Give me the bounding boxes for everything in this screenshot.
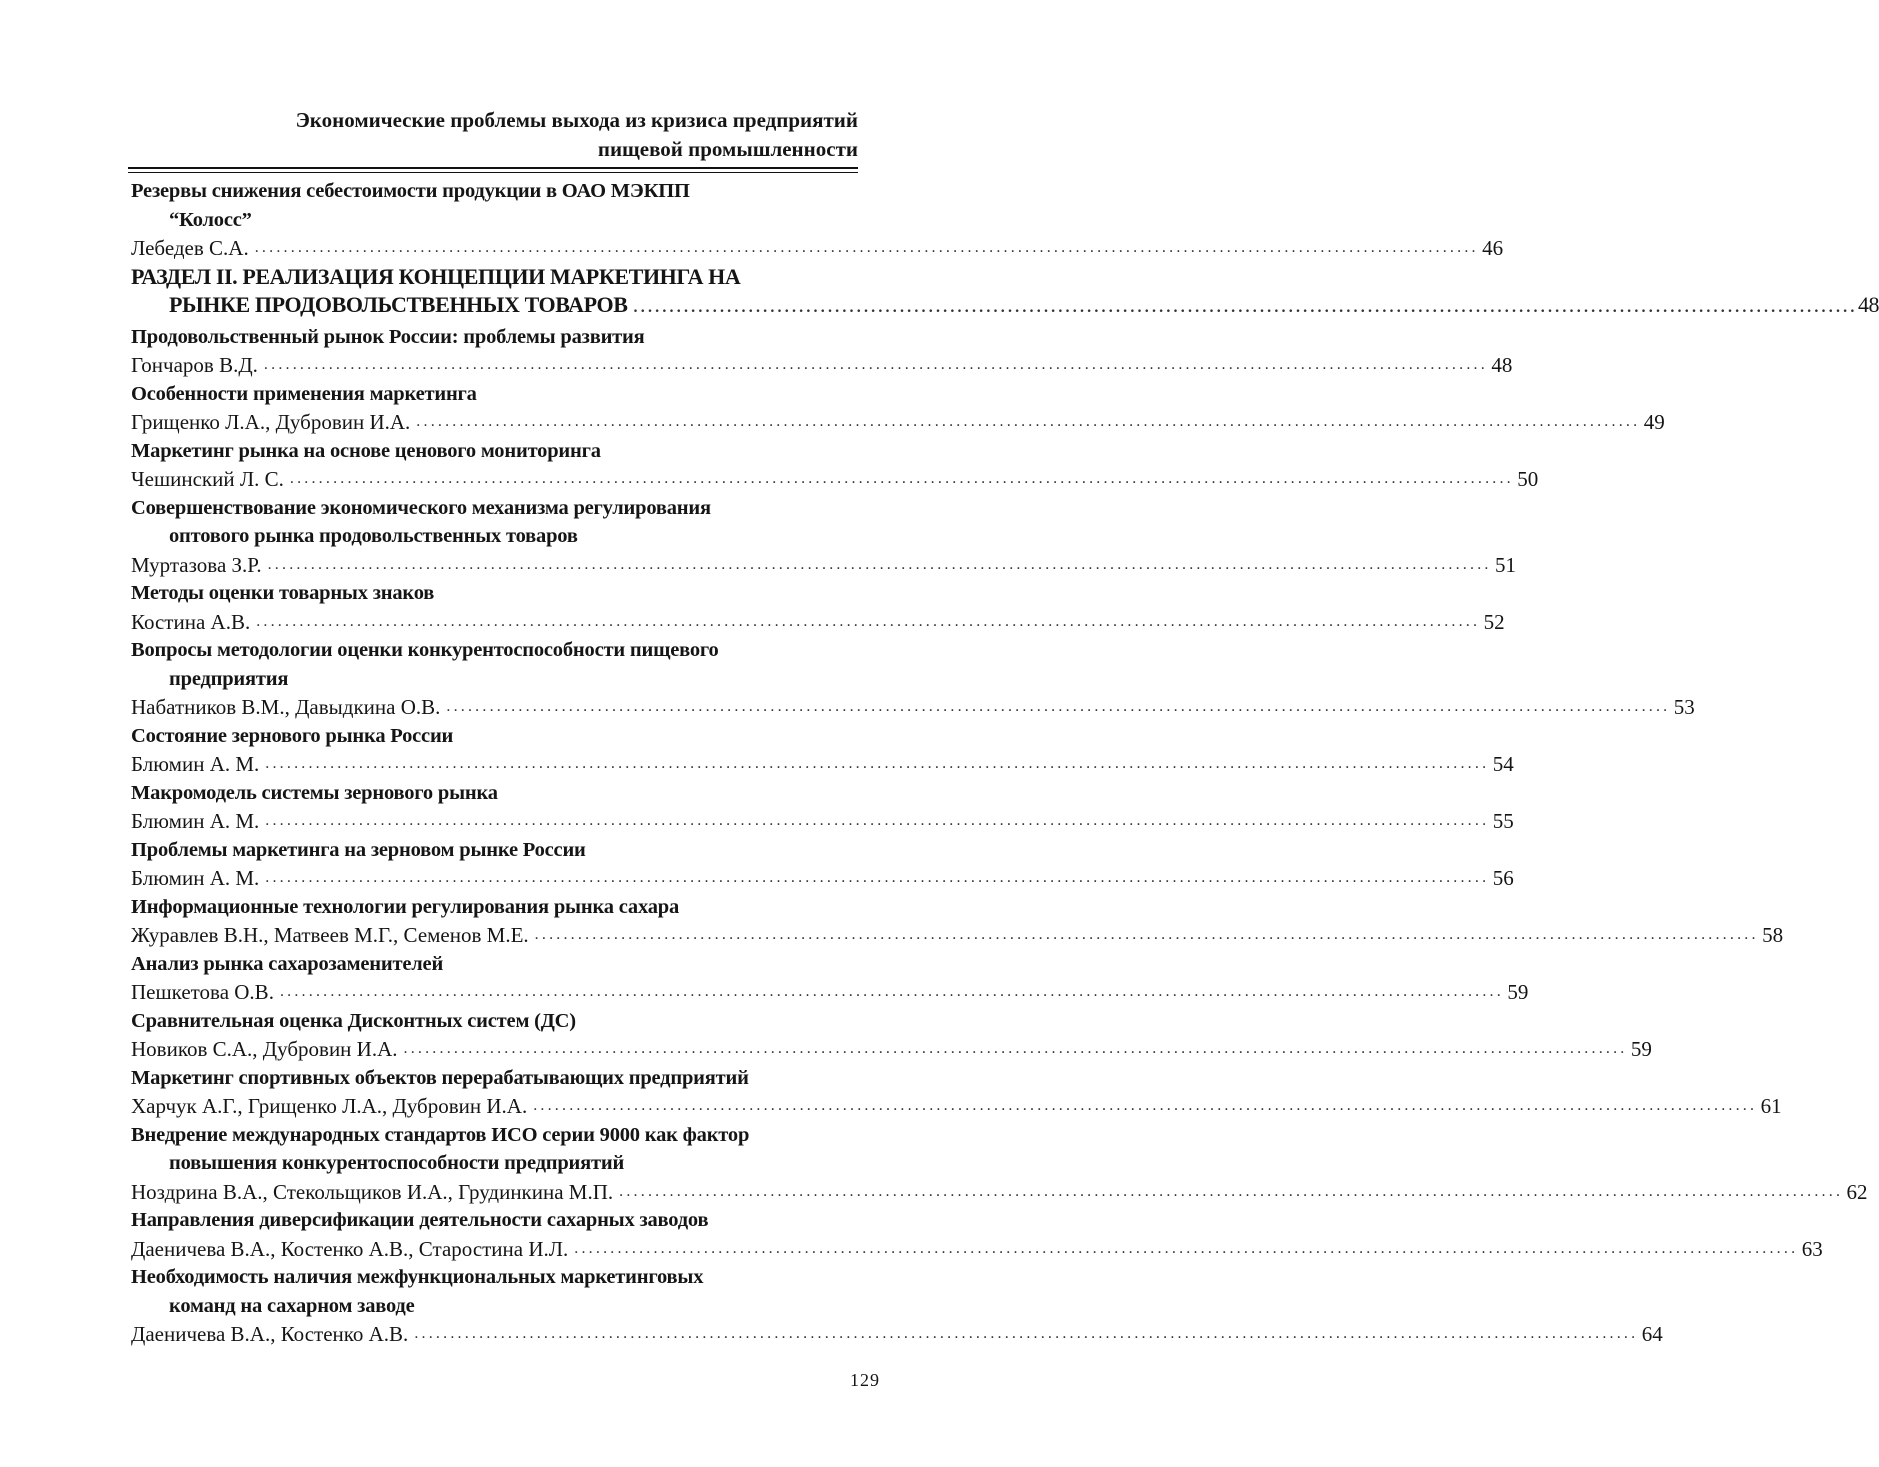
dot-leader [619,1178,1839,1207]
title-line: предприятия [169,667,289,690]
toc-entry-author: Блюмин А. М. [131,866,260,890]
header-rule [128,167,858,173]
toc-entry-author: Даеничева В.А., Костенко А.В., Старостина И.Л. [131,1236,569,1261]
page-ref: 63 [1801,1236,1823,1261]
toc-entry-title [131,380,859,409]
page-ref: 59 [1507,980,1529,1004]
toc-entry-row [131,1178,1868,1207]
dot-leader [533,1092,1753,1121]
title-line: команд на сахарном заводе [169,1294,415,1317]
dot-leader [574,1235,1794,1264]
toc-entry-title [131,494,859,551]
toc-entry-title [131,323,859,352]
toc-entry-title [131,177,859,234]
toc-entry-row [131,1235,1823,1264]
toc-entry-author: Журавлев В.Н., Матвеев М.Г., Семенов М.Е. [131,923,529,947]
dot-leader [268,551,1488,580]
dot-leader [265,750,1485,779]
toc-entry-author: Блюмин А. М. [131,752,260,776]
title-line: Информационные технологии регулирования рынка сахара [131,895,680,918]
toc-entry-row [131,408,1665,437]
title-line: Направления диверсификации деятельности сахарных заводов [131,1209,709,1231]
toc-entry-title [131,779,859,808]
toc-entry-author: Даеничева В.А., Костенко А.В. [131,1322,409,1346]
dot-leader [280,978,1500,1007]
toc-entry-title [131,437,859,466]
toc-entry-row [131,693,1695,722]
title-line: оптового рынка продовольственных товаров [169,525,578,547]
dot-leader [290,465,1510,494]
toc-entry-title [131,722,859,751]
dot-leader [535,921,1755,950]
toc-entry-title [131,893,859,922]
title-line: Маркетинг рынка на основе ценового мониторинга [131,439,601,462]
dot-leader [416,408,1636,437]
page-ref: 48 [1491,353,1513,377]
toc-entry-author: Лебедев С.А. [131,236,249,260]
toc-entry-title [131,1007,859,1036]
toc-entry-author: Чешинский Л. С. [131,467,284,491]
toc-entry-row [131,864,1514,893]
section-heading-row [131,291,1879,323]
toc-entry-author: Набатников В.М., Давыдкина О.В. [131,695,441,719]
toc-entry-author: Харчук А.Г., Грищенко Л.А., Дубровин И.А. [131,1094,528,1118]
page-ref: 50 [1517,467,1539,491]
toc-entry-row [131,921,1784,950]
toc-entry-author: Грищенко Л.А., Дубровин И.А. [131,410,411,434]
toc-entry-title [131,1263,859,1320]
toc-entry-row [131,1035,1652,1064]
toc-entry-row [131,807,1514,836]
table-of-contents [131,177,1879,1349]
page-ref: 52 [1483,609,1505,634]
toc-entry-author: Муртазова З.Р. [131,552,262,577]
dot-leader [404,1035,1624,1064]
page-ref: 51 [1495,552,1516,577]
toc-entry-title [131,836,859,865]
toc-entry-row [131,978,1529,1007]
page-ref: 49 [1643,410,1665,434]
page-ref: 46 [1482,236,1504,260]
title-line: РЫНКЕ ПРОДОВОЛЬСТВЕННЫХ ТОВАРОВ [169,292,628,317]
title-line: “Колосс” [169,208,252,231]
title-line: Необходимость наличия межфункциональных маркетинговых [131,1266,704,1288]
toc-entry-row [131,234,1504,263]
toc-entry-row [131,750,1514,779]
toc-entry-row [131,1320,1663,1349]
title-line: Проблемы маркетинга на зерновом рынке России [131,838,586,861]
page-ref: 56 [1492,866,1514,890]
toc-entry-title [131,950,859,979]
running-header [128,106,858,164]
page-ref: 55 [1492,809,1514,833]
dot-leader [446,693,1666,722]
dot-leader [264,351,1484,380]
toc-entry-row [131,608,1505,637]
dot-leader [414,1320,1634,1349]
page-ref: 62 [1846,1179,1868,1204]
dot-leader [265,864,1485,893]
dot-leader [255,234,1475,263]
page-number: 129 [850,1370,880,1390]
toc-entry-row [131,1092,1782,1121]
title-line: Макромодель системы зернового рынка [131,781,498,804]
toc-entry-author: Ноздрина В.А., Стекольщиков И.А., Грудинкина М.П. [131,1179,614,1204]
toc-entry-author: Гончаров В.Д. [131,353,258,377]
toc-entry-author: Новиков С.А., Дубровин И.А. [131,1037,398,1061]
title-line: Резервы снижения себестоимости продукции в ОАО МЭКПП [131,180,690,202]
toc-entry-row [131,551,1516,580]
page-ref: 59 [1630,1037,1652,1061]
toc-entry-author: Пешкетова О.В. [131,980,274,1004]
toc-entry-title [131,1206,859,1235]
title-line: повышения конкурентоспособности предприятий [169,1152,625,1174]
dot-leader [265,807,1485,836]
dot-leader [256,608,1476,637]
toc-entry-row [131,465,1539,494]
page-ref: 54 [1492,752,1514,776]
toc-entry-title [131,579,859,608]
title-line: Маркетинг спортивных объектов перерабатывающих предприятий [131,1066,749,1089]
title-line: Особенности применения маркетинга [131,382,477,405]
title-line: Сравнительная оценка Дисконтных систем (ДС) [131,1009,576,1032]
toc-entry-row [131,351,1513,380]
title-line: Анализ рынка сахарозаменителей [131,952,444,975]
toc-entry-title [131,1121,859,1178]
page-ref: 58 [1762,923,1784,947]
toc-entry-author: Костина А.В. [131,609,251,634]
title-line: РАЗДЕЛ II. РЕАЛИЗАЦИЯ КОНЦЕПЦИИ МАРКЕТИНГА НА [131,263,741,289]
page-ref: 61 [1760,1094,1782,1118]
toc-entry-title [131,636,859,693]
toc-entry-author: Блюмин А. М. [131,809,260,833]
title-line: Внедрение международных стандартов ИСО серии 9000 как фактор [131,1123,750,1146]
header-line-2: пищевой промышленности [597,137,858,161]
title-line: Методы оценки товарных знаков [131,582,435,604]
page-ref: 64 [1641,1322,1663,1346]
dot-leader [634,299,1854,316]
title-line: Состояние зернового рынка России [131,724,454,747]
toc-entry-title [131,1064,859,1093]
header-line-1: Экономические проблемы выхода из кризиса предприятий [295,108,858,132]
section-heading [131,263,1879,323]
title-line: Вопросы методологии оценки конкурентоспособности пищевого [131,639,719,661]
title-line: Продовольственный рынок России: проблемы развития [131,325,645,348]
page-ref: 48 [1857,292,1879,317]
page-ref: 53 [1673,695,1695,719]
title-line: Совершенствование экономического механизма регулирования [131,496,711,519]
